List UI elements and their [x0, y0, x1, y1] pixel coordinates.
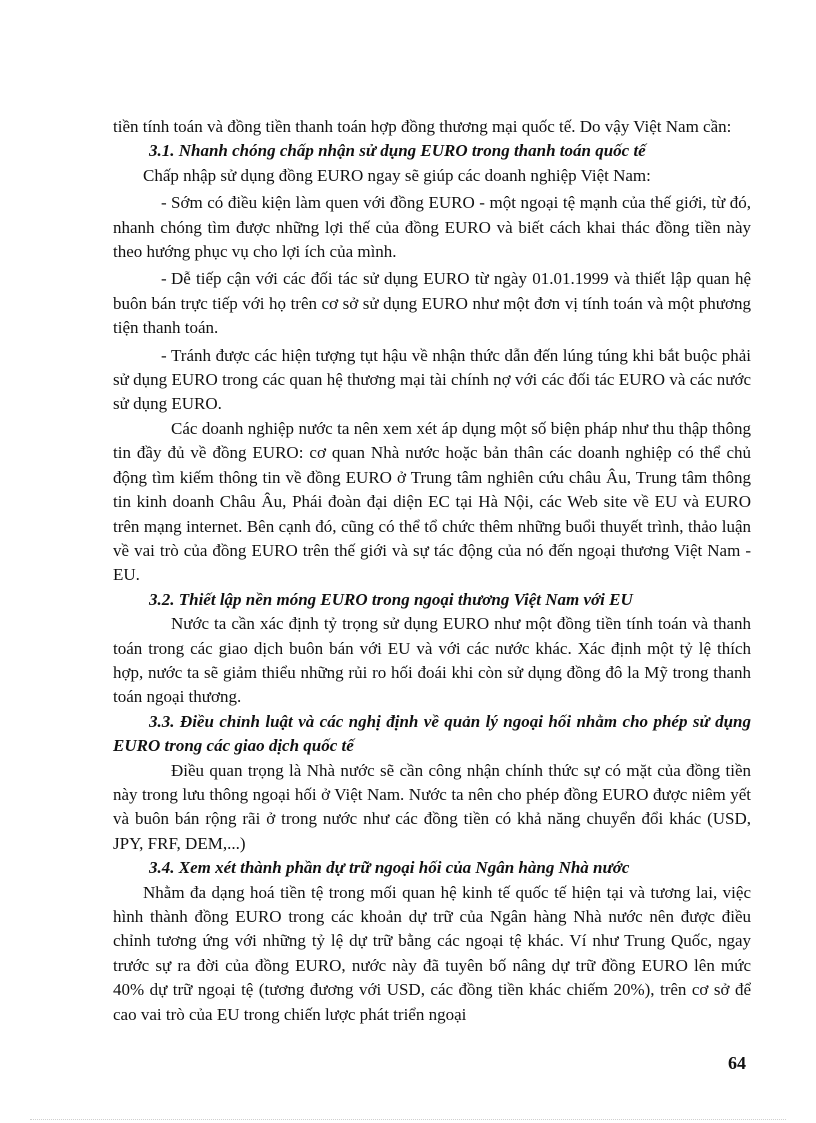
paragraph-reserves: Nhằm đa dạng hoá tiền tệ trong mối quan hệ kinh tế quốc tế hiện tại và tương lai, việc hình thành đồng EURO trong các khoản dự trữ của Ngân hàng Nhà nước nên được điều chỉnh tương ứng với những tỷ lệ dự trữ bằng các ngoại tệ khác. Ví như Trung Quốc, ngay trước sự ra đời của đồng EURO, nước này đã tuyên bố nâng dự trữ đồng EURO lên mức 40% dự trữ ngoại tệ (tương đương với USD, các đồng tiền khác chiếm 20%), trên cơ sở để cao vai trò của EU trong chiến lược phát triển ngoại	[113, 882, 751, 1024]
paragraph-acceptance: Chấp nhập sử dụng đồng EURO ngay sẽ giúp các doanh nghiệp Việt Nam:	[143, 165, 651, 185]
footer-divider	[30, 1119, 786, 1120]
bullet-item-1	[113, 191, 751, 264]
bullet-text: Dễ tiếp cận với các đối tác sử dụng EURO từ ngày 01.01.1999 và thiết lập quan hệ buôn bán trực tiếp với họ trên cơ sở sử dụng EURO như một đơn vị tính toán và một phương tiện thanh toán.	[113, 269, 751, 338]
paragraph-regulation: Điều quan trọng là Nhà nước sẽ cần công nhận chính thức sự có mặt của đồng tiền này trong lưu thông ngoại hối ở Việt Nam. Nước ta nên cho phép đồng EURO được niêm yết và buôn bán rộng rãi ở trong nước như các đồng tiền có khả năng chuyển đổi khác (USD, JPY, FRF, DEM,...)	[113, 760, 751, 853]
page-number: 64	[728, 1053, 746, 1073]
bullet-item-2	[113, 267, 751, 340]
paragraph-foundation: Nước ta cần xác định tỷ trọng sử dụng EURO như một đồng tiền tính toán và thanh toán trong các giao dịch buôn bán với EU và với các nước khác. Xác định một tỷ lệ thích hợp, nước ta sẽ giảm thiểu những rủi ro hối đoái khi còn sử dụng đồng đô la Mỹ trong thanh toán ngoại thương.	[113, 614, 751, 707]
bullet-text: Sớm có điều kiện làm quen với đồng EURO - một ngoại tệ mạnh của thế giới, từ đó, nhanh chóng tìm được những lợi thế của đồng EURO và biết cách khai thác đồng tiền này theo hướng phục vụ cho lợi ích của mình.	[113, 193, 751, 262]
bullet-marker: -	[161, 345, 167, 365]
heading-3-4: 3.4. Xem xét thành phần dự trữ ngoại hối của Ngân hàng Nhà nước	[149, 858, 630, 878]
heading-3-3: 3.3. Điều chỉnh luật và các nghị định về quản lý ngoại hối nhằm cho phép sử dụng EURO trong các giao dịch quốc tế	[113, 711, 751, 756]
bullet-marker: -	[161, 269, 167, 289]
heading-3-2: 3.2. Thiết lập nền móng EURO trong ngoại thương Việt Nam với EU	[149, 589, 633, 609]
bullet-marker: -	[161, 193, 167, 213]
document-body	[113, 115, 751, 1027]
paragraph-measures: Các doanh nghiệp nước ta nên xem xét áp dụng một số biện pháp như thu thập thông tin đầy đủ về đồng EURO: cơ quan Nhà nước hoặc bản thân các doanh nghiệp có thể chủ động tìm kiếm thông tin về đồng EURO ở Trung tâm nghiên cứu châu Âu, Trung tâm thông tin kinh doanh Châu Âu, Phái đoàn đại diện EC tại Hà Nội, các Web site về EU và EURO trên mạng internet. Bên cạnh đó, cũng có thể tổ chức thêm những buổi thuyết trình, thảo luận về vai trò của đồng EURO trên thế giới và sự tác động của nó đến ngoại thương Việt Nam - EU.	[113, 418, 751, 585]
heading-3-1: 3.1. Nhanh chóng chấp nhận sử dụng EURO trong thanh toán quốc tế	[149, 141, 646, 161]
bullet-item-3	[113, 344, 751, 417]
bullet-text: Tránh được các hiện tượng tụt hậu về nhận thức dẫn đến lúng túng khi bắt buộc phải sử dụng EURO trong các quan hệ thương mại tài chính nợ với các đối tác EURO và các nước sử dụng EURO.	[113, 345, 751, 414]
paragraph-intro: tiền tính toán và đồng tiền thanh toán hợp đồng thương mại quốc tế. Do vậy Việt Nam cần:	[113, 117, 732, 136]
